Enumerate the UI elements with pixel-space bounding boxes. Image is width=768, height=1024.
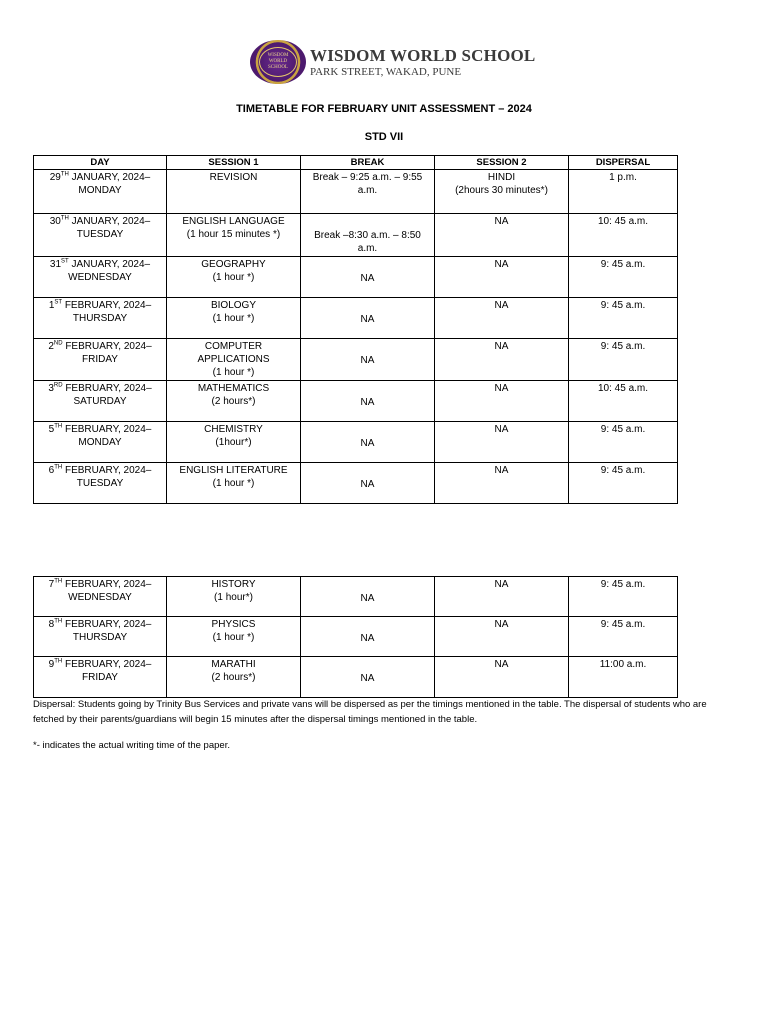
table-row <box>34 214 678 257</box>
day-number: 29 <box>49 172 61 183</box>
break-cell <box>301 214 435 257</box>
day-cell <box>34 170 167 214</box>
session-1-cell <box>167 463 301 504</box>
day-month-year: FEBRUARY, 2024– <box>62 619 152 630</box>
day-cell <box>34 463 167 504</box>
day-weekday: SATURDAY <box>73 396 127 407</box>
day-weekday: TUESDAY <box>76 229 124 240</box>
dispersal-cell <box>569 463 678 504</box>
day-date <box>37 171 163 184</box>
dispersal-time: 9: 45 a.m. <box>600 465 646 476</box>
day-date <box>37 578 163 591</box>
dispersal-cell <box>569 257 678 298</box>
school-seal-logo <box>250 40 306 84</box>
session-1-duration: (1 hour*) <box>214 592 253 603</box>
session-1-subject: REVISION <box>209 172 258 183</box>
day-ordinal: TH <box>54 464 63 471</box>
dispersal-time: 9: 45 a.m. <box>600 424 646 435</box>
session-2-subject: HINDI <box>487 172 516 183</box>
dispersal-cell <box>569 214 678 257</box>
dispersal-time: 1 p.m. <box>609 172 637 183</box>
day-month-year: JANUARY, 2024– <box>68 259 151 270</box>
day-date <box>37 464 163 477</box>
day-weekday: MONDAY <box>78 437 122 448</box>
break-cell <box>301 257 435 298</box>
day-weekday: FRIDAY <box>82 354 118 365</box>
day-cell <box>34 422 167 463</box>
break-cell <box>301 657 435 698</box>
session-1-duration: (1 hour 15 minutes *) <box>186 229 281 240</box>
school-name: WISDOM WORLD SCHOOL <box>310 46 536 65</box>
session-2-subject: NA <box>494 259 509 270</box>
dispersal-cell <box>569 422 678 463</box>
session-1-duration: (1 hour *) <box>212 367 255 378</box>
day-month-year: FEBRUARY, 2024– <box>62 383 152 394</box>
day-cell <box>34 381 167 422</box>
session-1-subject: MARATHI <box>211 659 256 670</box>
day-cell <box>34 214 167 257</box>
session-1-cell <box>167 298 301 339</box>
session-2-cell <box>435 422 569 463</box>
day-date <box>37 340 163 353</box>
dispersal-cell <box>569 577 678 617</box>
day-number: 1 <box>48 300 55 311</box>
session-1-duration: (1hour*) <box>215 437 252 448</box>
session-2-subject: NA <box>494 579 509 590</box>
session-2-cell <box>435 617 569 657</box>
break-cell <box>301 339 435 381</box>
session-2-subject: NA <box>494 619 509 630</box>
session-1-duration: (1 hour *) <box>212 272 255 283</box>
day-number: 6 <box>48 465 55 476</box>
day-weekday: TUESDAY <box>76 478 124 489</box>
session-1-cell <box>167 214 301 257</box>
dispersal-time: 11:00 a.m. <box>599 659 647 670</box>
session-2-cell <box>435 577 569 617</box>
dispersal-time: 9: 45 a.m. <box>600 579 646 590</box>
dispersal-time: 9: 45 a.m. <box>600 259 646 270</box>
day-weekday: THURSDAY <box>72 313 128 324</box>
day-weekday: FRIDAY <box>82 672 118 683</box>
asterisk-note: *- indicates the actual writing time of the paper. <box>33 740 230 751</box>
break-text: Break – 9:25 a.m. – 9:55 a.m. <box>312 172 423 196</box>
day-ordinal: TH <box>54 578 63 585</box>
table-row <box>34 170 678 214</box>
table-row <box>34 463 678 504</box>
session-1-cell <box>167 170 301 214</box>
dispersal-cell <box>569 617 678 657</box>
timetable-part-1 <box>33 155 678 504</box>
day-cell <box>34 339 167 381</box>
dispersal-time: 10: 45 a.m. <box>597 216 649 227</box>
day-ordinal: TH <box>54 423 63 430</box>
day-number: 5 <box>48 424 55 435</box>
day-ordinal: TH <box>60 171 69 178</box>
session-2-subject: NA <box>494 383 509 394</box>
session-2-cell <box>435 257 569 298</box>
session-2-cell <box>435 298 569 339</box>
break-text: NA <box>360 397 375 408</box>
break-cell <box>301 463 435 504</box>
dispersal-cell <box>569 298 678 339</box>
day-ordinal: TH <box>54 618 63 625</box>
standard-label: STD VII <box>364 131 404 143</box>
day-ordinal: TH <box>60 215 69 222</box>
table-row <box>34 657 678 698</box>
day-number: 9 <box>48 659 55 670</box>
break-text: NA <box>360 314 375 325</box>
day-date <box>37 299 163 312</box>
day-date <box>37 258 163 271</box>
header-session-1: SESSION 1 <box>167 156 301 170</box>
day-month-year: FEBRUARY, 2024– <box>62 424 152 435</box>
break-cell <box>301 577 435 617</box>
break-text: NA <box>360 479 375 490</box>
day-cell <box>34 298 167 339</box>
session-2-duration: (2hours 30 minutes*) <box>455 185 548 196</box>
header-break: BREAK <box>301 156 435 170</box>
dispersal-time: 9: 45 a.m. <box>600 341 646 352</box>
session-1-cell <box>167 617 301 657</box>
day-month-year: JANUARY, 2024– <box>68 216 151 227</box>
day-number: 30 <box>49 216 61 227</box>
day-number: 3 <box>48 383 54 394</box>
dispersal-cell <box>569 381 678 422</box>
session-1-duration: (1 hour *) <box>212 313 255 324</box>
break-cell <box>301 617 435 657</box>
school-header <box>250 40 550 88</box>
day-month-year: FEBRUARY, 2024– <box>62 579 152 590</box>
break-text: Break –8:30 a.m. – 8:50 a.m. <box>314 230 421 254</box>
day-ordinal: ND <box>53 340 63 347</box>
session-2-subject: NA <box>494 424 509 435</box>
seal-text: WISDOM WORLD SCHOOL <box>259 47 297 77</box>
session-1-duration: (1 hour *) <box>212 632 255 643</box>
timetable-part-2 <box>33 576 678 698</box>
table-row <box>34 298 678 339</box>
break-cell <box>301 381 435 422</box>
session-1-duration: (2 hours*) <box>211 396 256 407</box>
table-header-row <box>34 156 678 170</box>
break-text: NA <box>360 633 375 644</box>
header-session-2: SESSION 2 <box>435 156 569 170</box>
break-cell <box>301 298 435 339</box>
day-weekday: MONDAY <box>78 185 122 196</box>
session-2-cell <box>435 339 569 381</box>
session-2-cell <box>435 463 569 504</box>
day-cell <box>34 257 167 298</box>
day-weekday: WEDNESDAY <box>68 272 132 283</box>
session-1-subject: COMPUTER APPLICATIONS <box>197 341 270 365</box>
session-2-cell <box>435 657 569 698</box>
dispersal-time: 9: 45 a.m. <box>600 300 646 311</box>
day-weekday: WEDNESDAY <box>68 592 132 603</box>
table-row <box>34 381 678 422</box>
session-2-cell <box>435 214 569 257</box>
day-ordinal: RD <box>53 382 63 389</box>
day-month-year: FEBRUARY, 2024– <box>62 341 152 352</box>
session-1-cell <box>167 257 301 298</box>
session-1-subject: ENGLISH LITERATURE <box>179 465 288 476</box>
day-number: 2 <box>48 341 54 352</box>
header-day: DAY <box>34 156 167 170</box>
session-1-cell <box>167 577 301 617</box>
table-row <box>34 257 678 298</box>
break-text: NA <box>360 593 375 604</box>
header-dispersal: DISPERSAL <box>569 156 678 170</box>
session-2-subject: NA <box>494 216 509 227</box>
break-text: NA <box>360 273 375 284</box>
session-2-cell <box>435 170 569 214</box>
day-date <box>37 423 163 436</box>
day-month-year: FEBRUARY, 2024– <box>62 659 152 670</box>
session-1-duration: (2 hours*) <box>211 672 256 683</box>
session-1-cell <box>167 657 301 698</box>
day-month-year: FEBRUARY, 2024– <box>62 465 152 476</box>
day-date <box>37 215 163 228</box>
session-1-subject: ENGLISH LANGUAGE <box>182 216 285 227</box>
session-2-subject: NA <box>494 659 509 670</box>
table-row <box>34 617 678 657</box>
session-1-duration: (1 hour *) <box>212 478 255 489</box>
session-1-subject: MATHEMATICS <box>197 383 270 394</box>
table-row <box>34 422 678 463</box>
day-date <box>37 618 163 631</box>
day-number: 31 <box>49 259 62 270</box>
table-row <box>34 339 678 381</box>
day-date <box>37 382 163 395</box>
day-ordinal: ST <box>61 258 69 265</box>
day-month-year: JANUARY, 2024– <box>68 172 151 183</box>
day-ordinal: ST <box>54 299 63 306</box>
session-2-subject: NA <box>494 341 509 352</box>
break-text: NA <box>360 355 375 366</box>
day-cell <box>34 657 167 698</box>
session-2-subject: NA <box>494 465 509 476</box>
day-weekday: THURSDAY <box>72 632 128 643</box>
dispersal-cell <box>569 170 678 214</box>
session-1-subject: BIOLOGY <box>210 300 256 311</box>
session-2-subject: NA <box>494 300 509 311</box>
day-number: 7 <box>48 579 55 590</box>
break-cell <box>301 422 435 463</box>
school-address: PARK STREET, WAKAD, PUNE <box>310 66 462 78</box>
table-row <box>34 577 678 617</box>
dispersal-time: 10: 45 a.m. <box>597 383 649 394</box>
dispersal-note: Dispersal: Students going by Trinity Bus Services and private vans will be dispersed as per the timings mentioned in the table. The dispersal of students who are fetched by their parents/guardians will begin 15 minutes after the dispersal timings mentioned in the table. <box>33 699 707 725</box>
dispersal-cell <box>569 339 678 381</box>
session-1-subject: PHYSICS <box>211 619 256 630</box>
session-1-subject: HISTORY <box>211 579 256 590</box>
day-month-year: FEBRUARY, 2024– <box>62 300 152 311</box>
session-1-cell <box>167 381 301 422</box>
document-title: TIMETABLE FOR FEBRUARY UNIT ASSESSMENT – 2024 <box>236 103 532 115</box>
dispersal-cell <box>569 657 678 698</box>
session-1-cell <box>167 422 301 463</box>
dispersal-time: 9: 45 a.m. <box>600 619 646 630</box>
day-cell <box>34 577 167 617</box>
break-cell <box>301 170 435 214</box>
session-1-cell <box>167 339 301 381</box>
day-date <box>37 658 163 671</box>
session-1-subject: CHEMISTRY <box>204 424 263 435</box>
day-cell <box>34 617 167 657</box>
session-1-subject: GEOGRAPHY <box>201 259 266 270</box>
break-text: NA <box>360 673 375 684</box>
break-text: NA <box>360 438 375 449</box>
day-number: 8 <box>48 619 55 630</box>
day-ordinal: TH <box>54 658 63 665</box>
session-2-cell <box>435 381 569 422</box>
